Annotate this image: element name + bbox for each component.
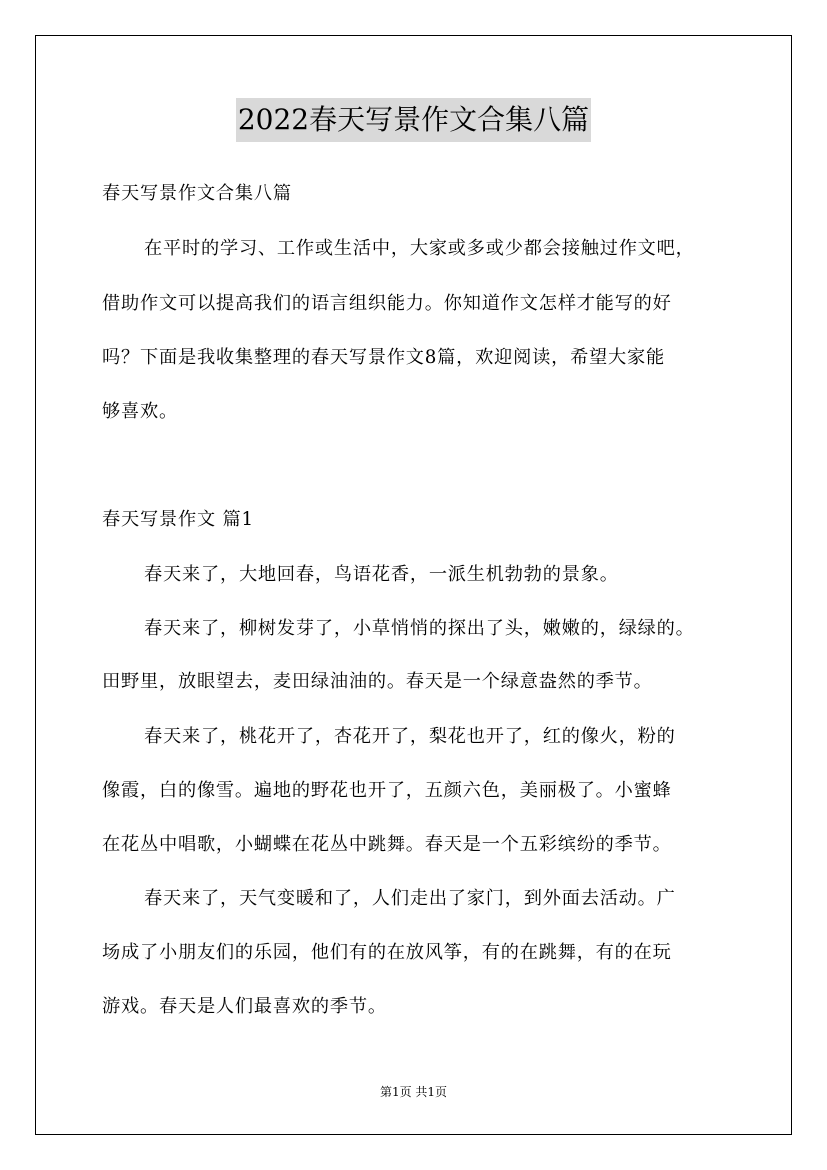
paragraph-line-2: 春天来了，柳树发芽了，小草悄悄的探出了头，嫩嫩的，绿绿的。 [144,618,695,639]
paragraph-line-5: 像霞，白的像雪。遍地的野花也开了，五颜六色，美丽极了。小蜜蜂 [102,780,672,801]
document-title: 2022春天写景作文合集八篇 [236,98,591,142]
intro-line-2: 借助作文可以提高我们的语言组织能力。你知道作文怎样才能写的好 [102,293,672,314]
paragraph-line-7: 春天来了，天气变暖和了，人们走出了家门，到外面去活动。广 [144,888,676,909]
page-number-label: 第1页 共1页 [379,1085,448,1099]
intro-line-3: 吗？下面是我收集整理的春天写景作文8篇，欢迎阅读，希望大家能 [102,347,666,368]
paragraph-line-3: 田野里，放眼望去，麦田绿油油的。春天是一个绿意盎然的季节。 [102,671,653,692]
intro-line-1: 在平时的学习、工作或生活中，大家或多或少都会接触过作文吧， [144,238,695,259]
paragraph-line-1: 春天来了，大地回春，鸟语花香，一派生机勃勃的景象。 [144,564,619,585]
title-container [0,98,827,142]
intro-line-4: 够喜欢。 [102,401,178,422]
paragraph-line-4: 春天来了，桃花开了，杏花开了，梨花也开了，红的像火，粉的 [144,726,676,747]
paragraph-line-9: 游戏。春天是人们最喜欢的季节。 [102,996,387,1017]
page-footer [0,1084,827,1100]
document-subtitle: 春天写景作文合集八篇 [102,183,292,204]
paragraph-line-6: 在花丛中唱歌，小蝴蝶在花丛中跳舞。春天是一个五彩缤纷的季节。 [102,834,672,855]
section-heading: 春天写景作文 篇1 [102,509,254,530]
paragraph-line-8: 场成了小朋友们的乐园，他们有的在放风筝，有的在跳舞，有的在玩 [102,942,672,963]
